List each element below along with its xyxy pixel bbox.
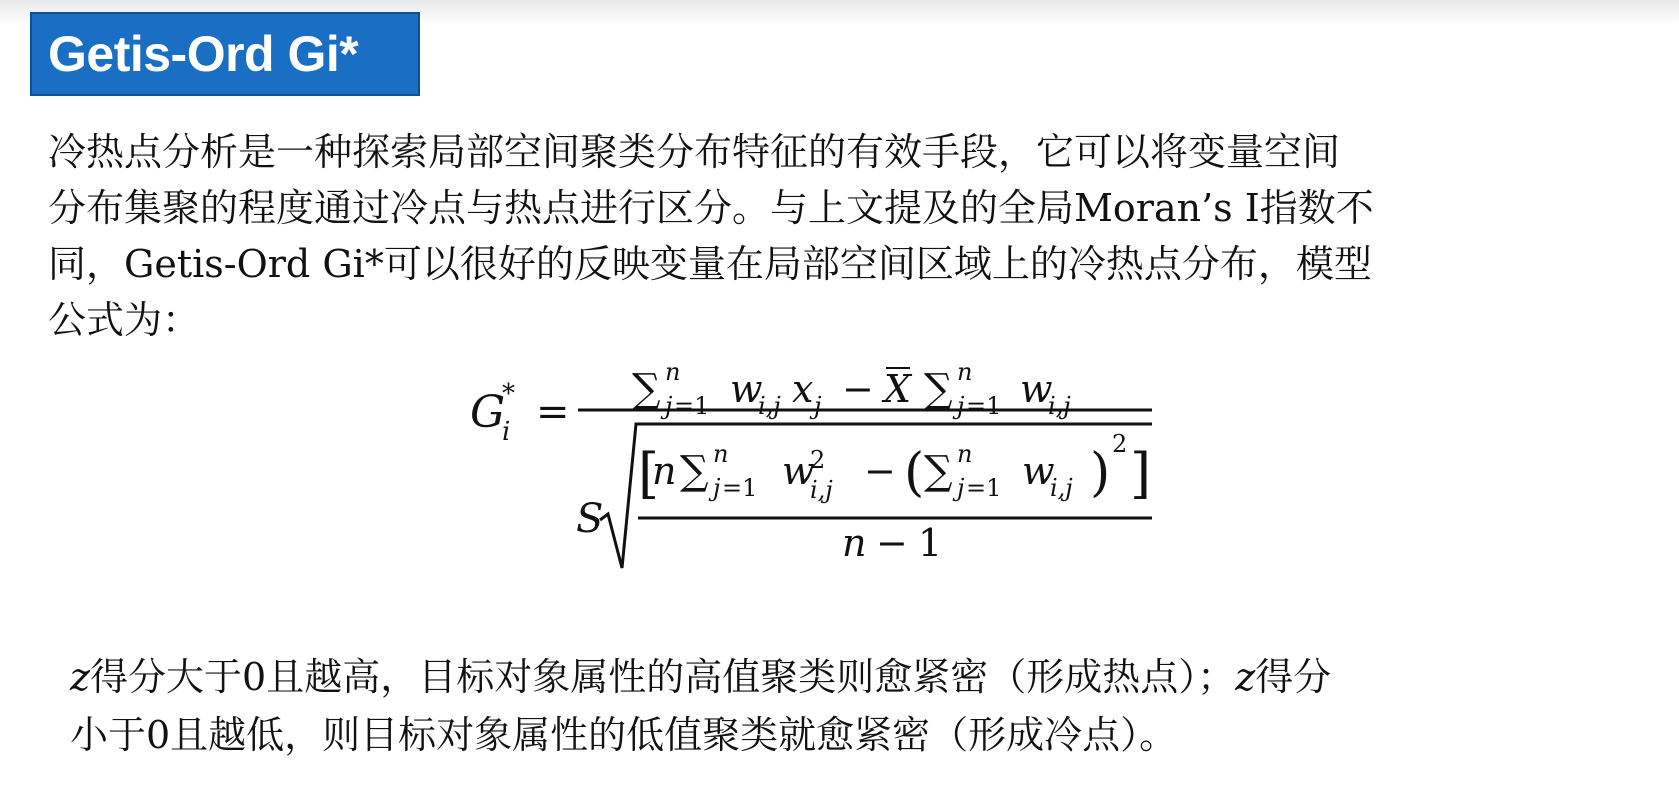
formula-equals: = [536,389,570,435]
svg-text:w: w [730,367,763,411]
intro-line: 冷热点分析是一种探索局部空间聚类分布特征的有效手段，它可以将变量空间 [48,130,1341,174]
svg-text:(: ( [904,443,925,503]
svg-text:[: [ [638,442,660,505]
svg-text:n: n [652,449,677,493]
svg-text:2: 2 [1112,430,1128,458]
svg-text:n: n [957,358,973,386]
formula-lhs-g: G [470,387,506,438]
svg-text:2: 2 [810,446,826,474]
svg-text:−: − [842,367,874,411]
svg-text:−: − [876,521,908,565]
note-line-2: 小于0且越低，则目标对象属性的低值聚类就愈紧密（形成冷点）。 [70,713,1178,757]
svg-text:=1: =1 [966,392,1002,420]
svg-text:j: j [957,392,965,420]
formula-sigma: ∑ [632,366,661,412]
svg-text:i,j: i,j [758,392,781,420]
svg-text:−: − [864,449,896,493]
formula-sigma: ∑ [924,366,953,412]
svg-text:n: n [665,358,681,386]
formula-xbar: X [884,367,912,411]
svg-text:=1: =1 [722,474,758,502]
formula-lhs-i: i [502,417,511,447]
svg-text:=1: =1 [674,392,710,420]
svg-text:]: ] [1130,442,1152,505]
z-variable: z [1235,655,1256,699]
intro-line: 公式为： [48,298,201,342]
formula-s: S [576,496,604,542]
svg-text:i,j: i,j [810,476,833,504]
svg-text:n: n [957,440,973,468]
svg-text:i,j: i,j [1050,474,1073,502]
z-score-note [70,648,1670,764]
svg-text:): ) [1090,443,1111,503]
svg-text:j: j [814,392,822,420]
svg-text:∑: ∑ [680,448,709,494]
formula-lhs-star: * [502,379,515,409]
svg-text:n: n [842,521,867,565]
svg-text:w: w [1022,449,1055,493]
gi-star-formula [470,358,1260,622]
svg-text:j: j [665,392,673,420]
svg-text:i,j: i,j [1048,392,1071,420]
svg-text:w: w [782,449,815,493]
slide-title: Getis-Ord Gi* [48,26,359,82]
z-variable: z [70,655,91,699]
svg-text:x: x [792,367,814,411]
svg-text:n: n [713,440,729,468]
svg-text:j: j [713,474,721,502]
svg-text:∑: ∑ [924,448,953,494]
note-line-1: z得分大于0且越高，目标对象属性的高值聚类则愈紧密（形成热点）；z得分 [70,655,1332,699]
intro-line: 分布集聚的程度通过冷点与热点进行区分。与上文提及的全局Moran’s I指数不 [48,186,1374,230]
svg-text:j: j [957,474,965,502]
intro-paragraph [48,124,1673,348]
intro-line: 同，Getis-Ord Gi*可以很好的反映变量在局部空间区域上的冷热点分布，模型 [48,242,1372,286]
title-banner [30,12,420,96]
svg-text:w: w [1020,367,1053,411]
svg-text:1: 1 [918,521,943,565]
svg-text:=1: =1 [966,474,1002,502]
